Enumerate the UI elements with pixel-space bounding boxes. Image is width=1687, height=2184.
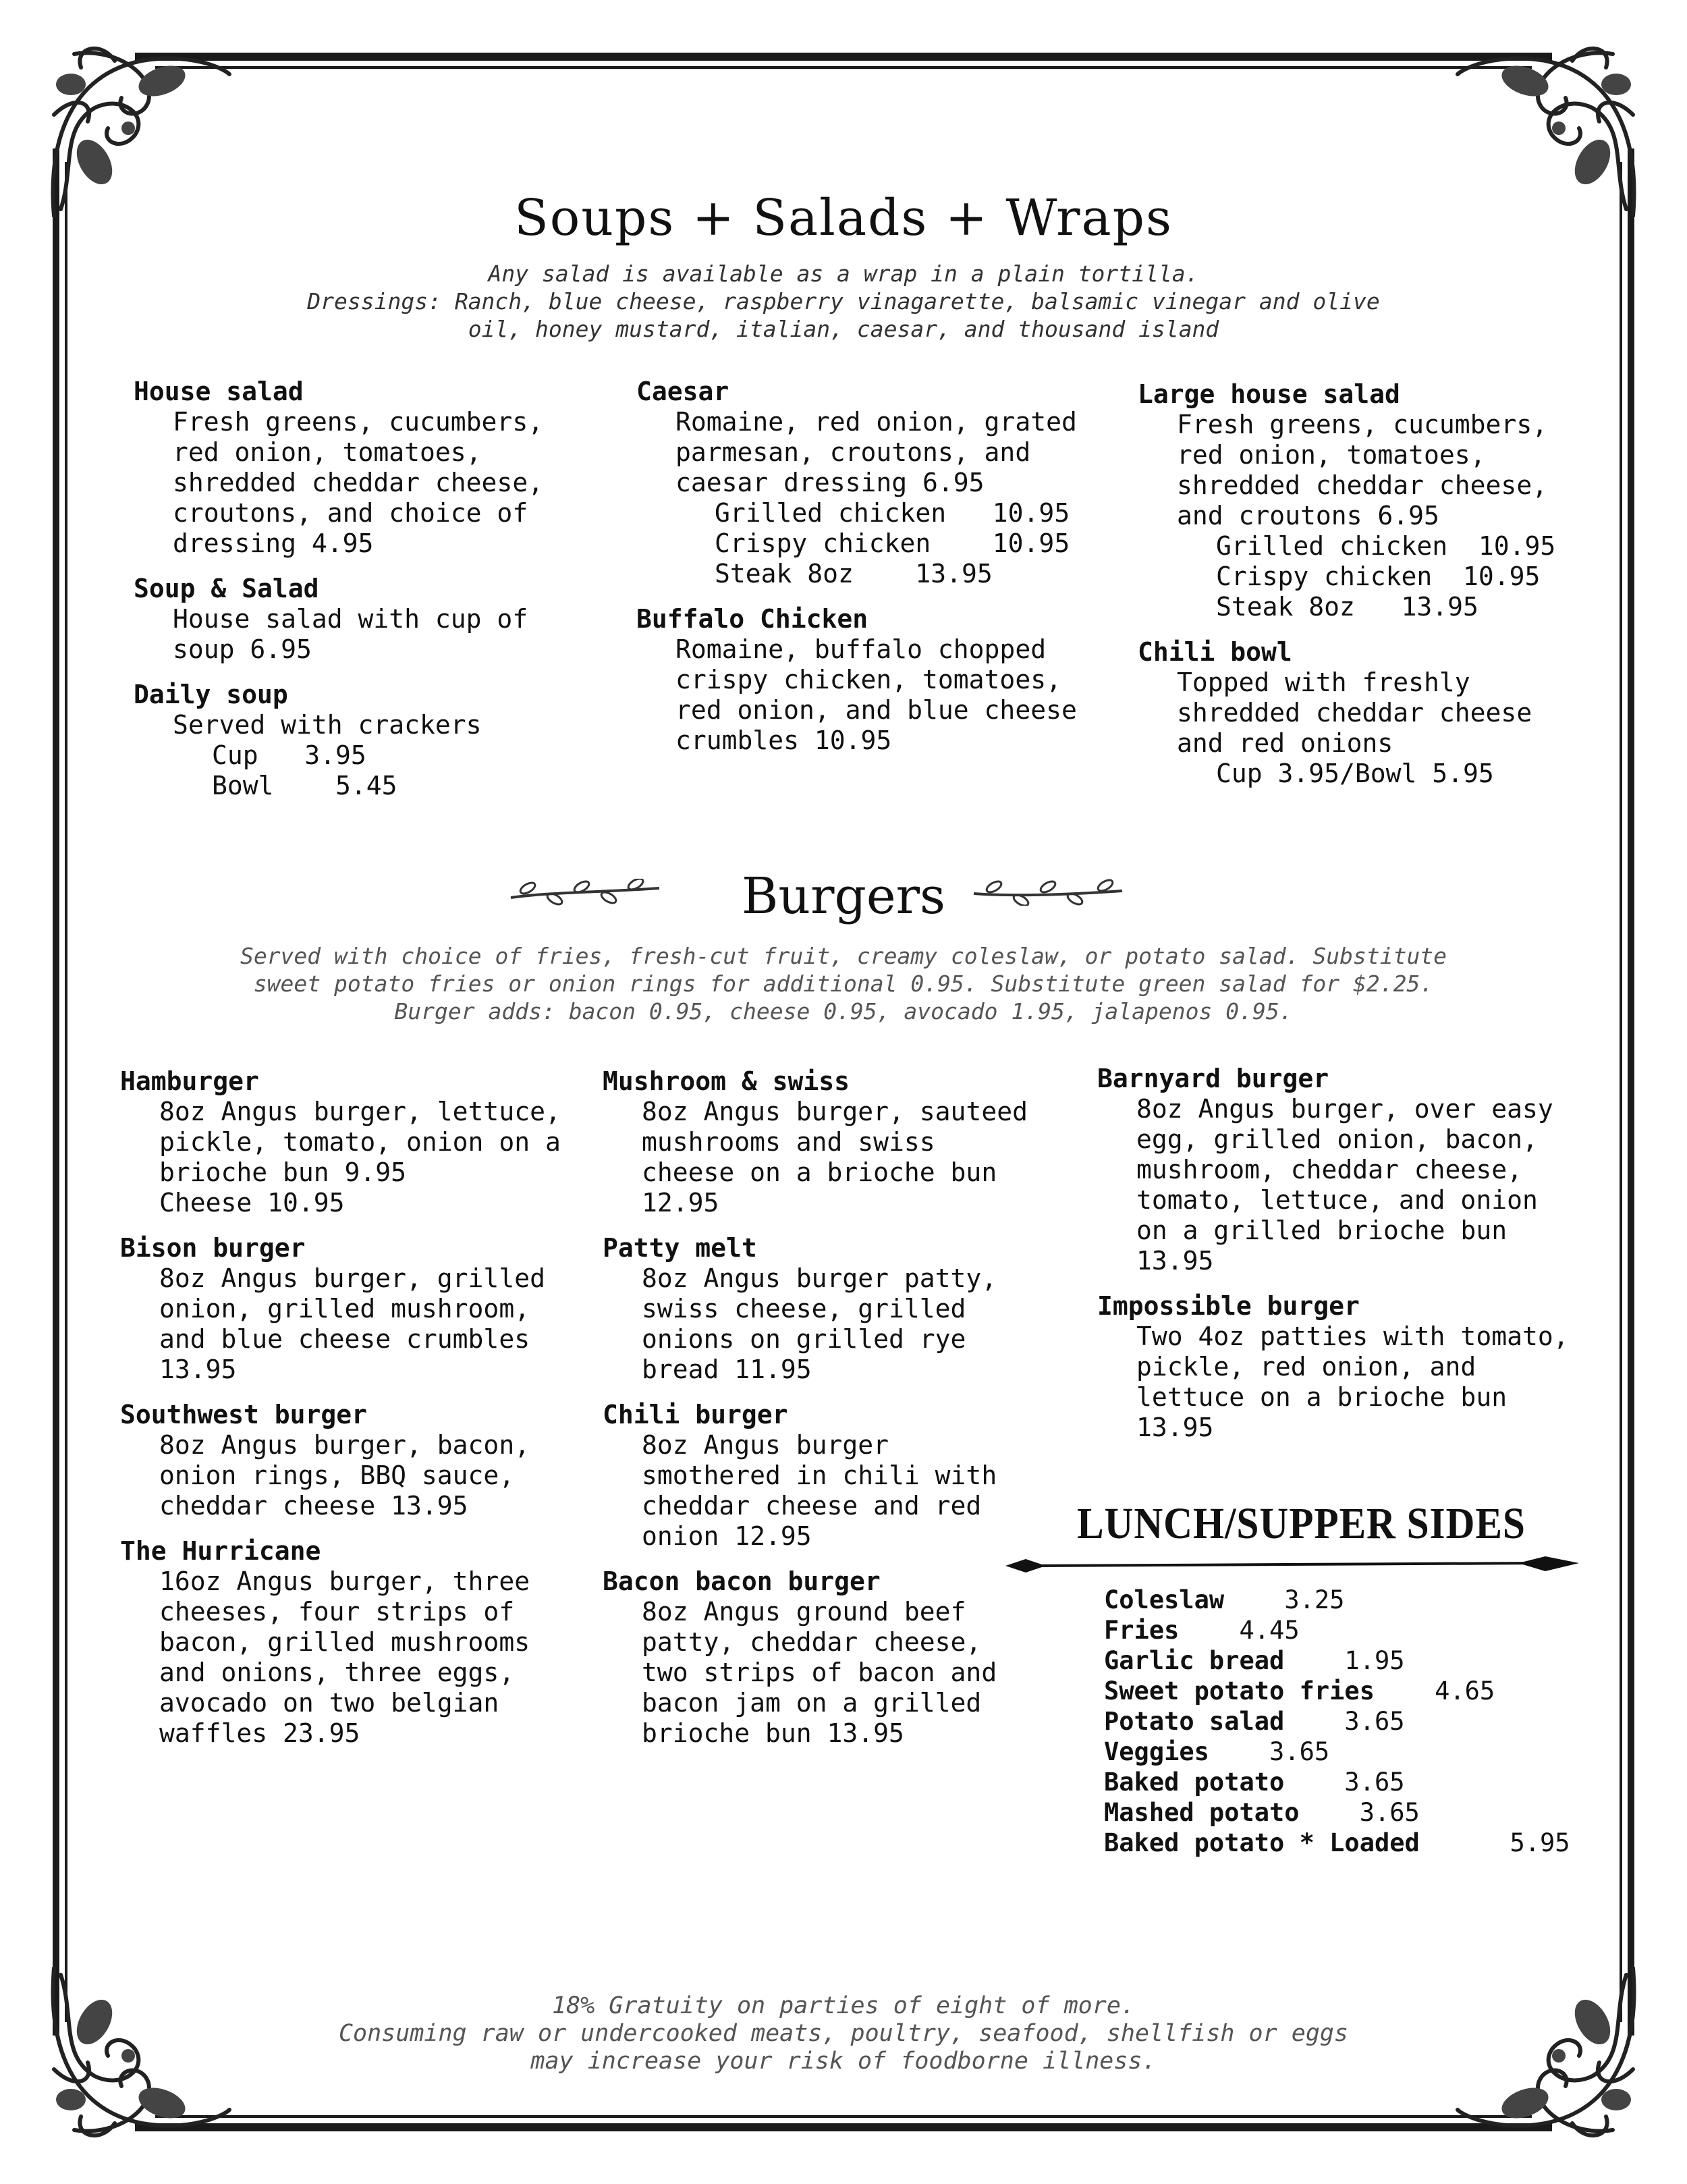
menu-item-name: Barnyard burger	[1097, 1064, 1329, 1093]
menu-item-name: Impossible burger	[1097, 1291, 1360, 1321]
side-item-price: 3.25	[1284, 1585, 1345, 1614]
intro-line: oil, honey mustard, italian, caesar, and thousand island	[468, 316, 1219, 342]
menu-item-name: Southwest burger	[120, 1400, 368, 1429]
side-item-name: Potato salad	[1104, 1707, 1285, 1736]
menu-item-description: 8oz Angus burger, grilled onion, grilled mushroom, and blue cheese crumbles 13.95	[159, 1263, 545, 1384]
menu-item	[134, 377, 543, 559]
menu-item-description: 8oz Angus burger, bacon, onion rings, BBQ sauce, cheddar cheese 13.95	[159, 1430, 530, 1521]
side-item-name: Coleslaw	[1104, 1585, 1225, 1614]
side-item-gap	[1179, 1616, 1239, 1645]
menu-item-description: House salad with cup of soup 6.95	[173, 604, 528, 664]
side-item	[1104, 1797, 1570, 1828]
soups-section-title: Soups + Salads + Wraps	[514, 189, 1173, 247]
burgers-column-2	[603, 1066, 1028, 1764]
side-item	[1104, 1615, 1570, 1645]
side-item-gap	[1209, 1737, 1269, 1766]
menu-item	[1097, 1064, 1569, 1276]
menu-item-name: Buffalo Chicken	[636, 604, 868, 634]
menu-item-description: 8oz Angus burger patty, swiss cheese, grilled onions on grilled rye bread 11.95	[642, 1263, 997, 1384]
frame-bottom-border	[135, 2123, 1552, 2131]
side-item	[1104, 1767, 1570, 1797]
menu-item-name: Soup & Salad	[134, 574, 319, 603]
menu-item	[603, 1400, 1028, 1552]
menu-item-option: Steak 8oz 13.95	[715, 559, 993, 589]
side-item-price: 3.65	[1269, 1737, 1330, 1766]
menu-item-option: Grilled chicken 10.95	[715, 498, 1070, 528]
menu-item-option: Bowl 5.45	[212, 771, 397, 800]
menu-item-name: Large house salad	[1138, 379, 1400, 409]
menu-item-description: Romaine, buffalo chopped crispy chicken, tomatoes, red onion, and blue cheese crumbles 10.95	[675, 634, 1077, 755]
burgers-intro-note	[169, 942, 1518, 1025]
footer-line: 18% Gratuity on parties of eight of more.	[552, 1992, 1135, 2019]
side-item-price: 5.95	[1510, 1828, 1570, 1857]
side-item-gap	[1284, 1646, 1344, 1675]
side-item-price: 3.65	[1344, 1768, 1405, 1797]
menu-item-name: Chili burger	[603, 1400, 788, 1429]
menu-item	[603, 1566, 1028, 1749]
menu-item	[120, 1066, 561, 1218]
intro-line: Served with choice of fries, fresh-cut fruit, creamy coleslaw, or potato salad. Substitute	[240, 943, 1447, 969]
menu-item-description: Fresh greens, cucumbers, red onion, tomatoes, shredded cheddar cheese, and croutons 6.95	[1177, 410, 1548, 530]
menu-item-name: Hamburger	[120, 1066, 259, 1096]
side-item-price: 3.65	[1359, 1798, 1420, 1827]
menu-item-description: 8oz Angus ground beef patty, cheddar cheese, two strips of bacon and bacon jam on a grilled brioche bun 13.95	[642, 1597, 997, 1748]
side-item-gap	[1284, 1768, 1344, 1797]
menu-item-description: 8oz Angus burger, lettuce, pickle, tomato, onion on a brioche bun 9.95 Cheese 10.95	[159, 1097, 561, 1218]
menu-item	[1097, 1291, 1569, 1443]
sides-section-title: LUNCH/SUPPER SIDES	[1077, 1499, 1526, 1548]
menu-item-option: Crispy chicken 10.95	[715, 528, 1070, 558]
side-item-price: 4.45	[1239, 1616, 1300, 1645]
burgers-section-title: Burgers	[742, 867, 945, 925]
footer-line: may increase your risk of foodborne illness.	[530, 2048, 1157, 2075]
menu-item	[120, 1233, 561, 1385]
frame-right-border	[1628, 148, 1634, 2036]
menu-item-description: Two 4oz patties with tomato, pickle, red onion, and lettuce on a brioche bun 13.95	[1136, 1321, 1569, 1442]
frame-left-border	[53, 148, 59, 2036]
frame-right-inner-border	[1620, 162, 1622, 2022]
menu-item-description: 8oz Angus burger smothered in chili with cheddar cheese and red onion 12.95	[642, 1430, 997, 1551]
footer-note	[202, 1992, 1485, 2075]
side-item	[1104, 1676, 1570, 1706]
menu-item-name: Chili bowl	[1138, 637, 1292, 667]
burgers-column-1	[120, 1066, 561, 1764]
menu-item-name: Patty melt	[603, 1233, 757, 1263]
menu-item-option: Crispy chicken 10.95	[1216, 562, 1541, 591]
side-item-name: Baked potato	[1104, 1768, 1285, 1797]
side-item-name: Garlic bread	[1104, 1646, 1285, 1675]
menu-item-name: Bison burger	[120, 1233, 306, 1263]
burgers-column-3	[1097, 1064, 1569, 1458]
intro-line: Any salad is available as a wrap in a plain tortilla.	[488, 261, 1199, 287]
side-item-price: 4.65	[1435, 1676, 1495, 1705]
soups-column-1	[134, 377, 543, 816]
intro-line: Dressings: Ranch, blue cheese, raspberry vinagarette, balsamic vinegar and olive	[307, 288, 1380, 315]
frame-left-inner-border	[65, 162, 67, 2022]
intro-line: sweet potato fries or onion rings for additional 0.95. Substitute green salad for $2.25.	[253, 971, 1434, 997]
menu-item	[636, 377, 1077, 589]
menu-item-description: 16oz Angus burger, three cheeses, four strips of bacon, grilled mushrooms and onions, three eggs, avocado on two belgian waffles 23.95	[159, 1566, 530, 1748]
side-item-gap	[1375, 1676, 1435, 1705]
menu-item-name: Bacon bacon burger	[603, 1566, 881, 1596]
menu-item-option: Cup 3.95/Bowl 5.95	[1216, 759, 1494, 788]
menu-item-description: 8oz Angus burger, over easy egg, grilled onion, bacon, mushroom, cheddar cheese, tomato, lettuce, and onion on a grilled brioche bun 13.95	[1136, 1094, 1553, 1276]
menu-item	[120, 1536, 561, 1749]
menu-item-name: Mushroom & swiss	[603, 1066, 850, 1096]
side-item	[1104, 1737, 1570, 1767]
side-item	[1104, 1706, 1570, 1737]
soups-column-3	[1138, 379, 1555, 804]
arrow-divider-icon	[1005, 1551, 1579, 1578]
sides-list	[1104, 1585, 1570, 1858]
side-item-name: Mashed potato	[1104, 1798, 1300, 1827]
menu-item	[603, 1066, 1028, 1218]
side-item	[1104, 1828, 1570, 1858]
menu-item	[134, 680, 543, 801]
menu-item-name: Caesar	[636, 377, 729, 406]
side-item-name: Sweet potato fries	[1104, 1676, 1375, 1705]
menu-item-description: Topped with freshly shredded cheddar cheese and red onions	[1177, 667, 1532, 758]
menu-item	[1138, 379, 1555, 622]
menu-item-description: 8oz Angus burger, sauteed mushrooms and swiss cheese on a brioche bun 12.95	[642, 1097, 1028, 1218]
side-item	[1104, 1645, 1570, 1676]
side-item-price: 1.95	[1344, 1646, 1405, 1675]
side-item-gap	[1284, 1707, 1344, 1736]
side-item-price: 3.65	[1344, 1707, 1405, 1736]
menu-item-description: Fresh greens, cucumbers, red onion, tomatoes, shredded cheddar cheese, croutons, and choice of dressing 4.95	[173, 407, 544, 558]
vine-ornament-icon	[970, 879, 1126, 906]
side-item-gap	[1224, 1585, 1284, 1614]
menu-item-description: Romaine, red onion, grated parmesan, croutons, and caesar dressing 6.95	[675, 407, 1077, 497]
intro-line: Burger adds: bacon 0.95, cheese 0.95, avocado 1.95, jalapenos 0.95.	[394, 998, 1293, 1025]
menu-item-description: Served with crackers	[173, 710, 482, 740]
side-item-name: Veggies	[1104, 1737, 1209, 1766]
frame-top-inner-border	[155, 66, 1532, 69]
menu-item	[603, 1233, 1028, 1385]
side-item-name: Fries	[1104, 1616, 1180, 1645]
side-item-name: Baked potato * Loaded	[1104, 1828, 1420, 1857]
frame-top-border	[135, 53, 1552, 61]
menu-item-option: Steak 8oz 13.95	[1216, 592, 1478, 622]
menu-item-name: House salad	[134, 377, 304, 406]
side-item-gap	[1300, 1798, 1360, 1827]
soups-column-2	[636, 377, 1077, 771]
menu-item-name: The Hurricane	[120, 1536, 321, 1566]
menu-item	[120, 1400, 561, 1521]
menu-item	[1138, 637, 1555, 789]
side-item	[1104, 1585, 1570, 1615]
menu-item-name: Daily soup	[134, 680, 288, 709]
menu-item-option: Cup 3.95	[212, 740, 366, 770]
menu-item	[636, 604, 1077, 756]
menu-item	[134, 574, 543, 665]
side-item-gap	[1420, 1828, 1510, 1857]
soups-intro-note	[202, 260, 1485, 343]
footer-line: Consuming raw or undercooked meats, poultry, seafood, shellfish or eggs	[338, 2020, 1349, 2047]
frame-bottom-inner-border	[155, 2115, 1532, 2118]
menu-item-option: Grilled chicken 10.95	[1216, 531, 1556, 561]
